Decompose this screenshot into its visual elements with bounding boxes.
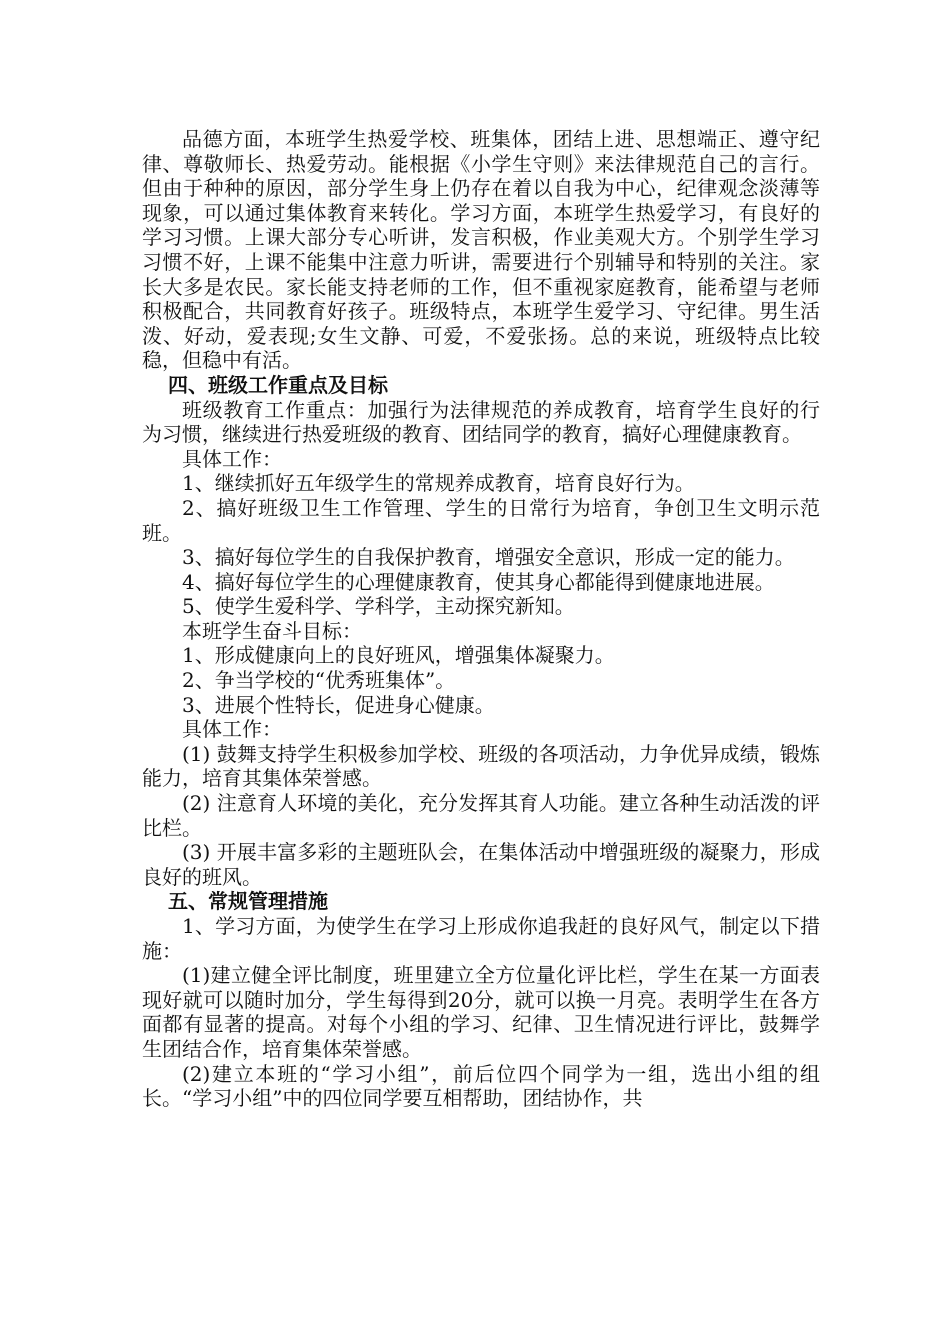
paragraph-moral-study-overview: 品德方面，本班学生热爱学校、班集体，团结上进、思想端正、遵守纪律、尊敬师长、热爱劳动。能根据《小学生守则》来法律规范自己的言行。但由于种种的原因，部分学生身上仍存在着以自我为中心，纪律观念淡薄等现象，可以通过集体教育来转化。学习方面，本班学生热爱学习，有良好的学习习惯。上课大部分专心听讲，发言积极，作业美观大方。个别学生学习习惯不好，上课不能集中注意力听讲，需要进行个别辅导和特别的关注。家长大多是农民。家长能支持老师的工作，但不重视家庭教育，能希望与老师积极配合，共同教育好孩子。班级特点，本班学生爱学习、守纪律。男生活泼、好动，爱表现;女生文静、可爱，不爱张扬。总的来说，班级特点比较稳，但稳中有活。 [142, 127, 820, 373]
list-item-goal-2: 2、争当学校的“优秀班集体”。 [182, 668, 456, 693]
list-item-work-4: 4、搞好每位学生的心理健康教育，使其身心都能得到健康地进展。 [182, 569, 775, 594]
list-item-goal-3: 3、进展个性特长，促进身心健康。 [182, 692, 495, 717]
paragraph-specific-work-2: 具体工作： [182, 717, 282, 742]
list-item-goal-1: 1、形成健康向上的良好班风，增强集体凝聚力。 [182, 643, 615, 668]
section-heading-4: 四、班级工作重点及目标 [168, 372, 388, 397]
list-item-measure-1: (1)建立健全评比制度，班里建立全方位量化评比栏，学生在某一方面表现好就可以随时加分，学生每得到20分，就可以换一月亮。表明学生在各方面都有显著的提高。对每个小组的学习、纪律、卫生情况进行评比，鼓舞学生团结合作，培育集体荣誉感。 [142, 963, 820, 1061]
paragraph-study-measures: 1、学习方面，为使学生在学习上形成你追我赶的良好风气，制定以下措施： [142, 914, 820, 963]
list-item-activity-1: (1) 鼓舞支持学生积极参加学校、班级的各项活动，力争优异成绩，锻炼能力，培育其集体荣誉感。 [142, 741, 820, 791]
list-item-work-3: 3、搞好每位学生的自我保护教育，增强安全意识，形成一定的能力。 [182, 545, 795, 570]
list-item-work-5: 5、使学生爱科学、学科学，主动探究新知。 [182, 594, 575, 619]
paragraph-specific-work-1: 具体工作： [182, 446, 282, 471]
section-heading-5: 五、常规管理措施 [168, 889, 328, 914]
list-item-activity-3: (3) 开展丰富多彩的主题班队会，在集体活动中增强班级的凝聚力，形成良好的班风。 [142, 840, 820, 889]
list-item-work-2: 2、搞好班级卫生工作管理、学生的日常行为培育，争创卫生文明示范班。 [142, 495, 820, 545]
document-body [142, 127, 820, 1111]
list-item-work-1: 1、继续抓好五年级学生的常规养成教育，培育良好行为。 [182, 471, 695, 496]
list-item-measure-2: (2)建立本班的“学习小组”，前后位四个同学为一组，选出小组的组长。“学习小组”中的四位同学要互相帮助，团结协作，共 [142, 1061, 820, 1111]
paragraph-goals-title: 本班学生奋斗目标： [182, 618, 362, 643]
list-item-activity-2: (2) 注意育人环境的美化，充分发挥其育人功能。建立各种生动活泼的评比栏。 [142, 791, 820, 840]
paragraph-focus: 班级教育工作重点：加强行为法律规范的养成教育，培育学生良好的行为习惯，继续进行热爱班级的教育、团结同学的教育，搞好心理健康教育。 [142, 397, 820, 447]
